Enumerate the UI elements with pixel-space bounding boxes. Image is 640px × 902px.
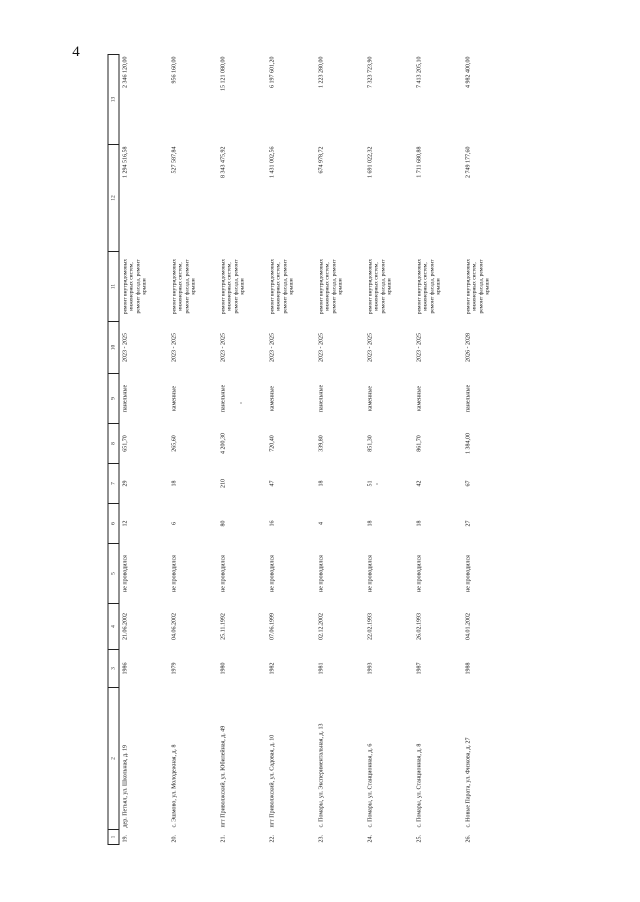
works-cell: ремонт внутридомовых инженерных систем, ремонт фасада, ремонт крыши [220, 258, 246, 315]
table-row [316, 55, 365, 845]
area-cell: 861,70 [416, 435, 423, 452]
table-row [414, 55, 463, 845]
address-cell: с. Эшмово, ул. Молодежная, д. 8 [171, 744, 178, 828]
col7-cell: 42 [416, 480, 423, 487]
col-header: 9 [108, 374, 119, 424]
page-number: 4 [72, 44, 80, 61]
col-header: 4 [108, 604, 119, 650]
table-row [218, 55, 267, 845]
row-number: 23. [318, 835, 325, 843]
col-header: 10 [108, 322, 119, 374]
cost-cell: 2 749 177,60 [465, 146, 472, 178]
date-cell: 04.06.2002 [171, 613, 178, 640]
status-cell: не проводился [122, 555, 129, 592]
address-cell: дер. Петьял, ул. Школьная, д. 19 [122, 744, 129, 828]
wall-cell: каменные [416, 385, 423, 412]
table-row [119, 55, 169, 845]
works-cell: ремонт внутридомовых инженерных систем, ремонт фасада, ремонт крыши [367, 258, 393, 315]
total-cell: 15 121 080,00 [220, 56, 227, 91]
status-cell: не проводился [171, 555, 178, 592]
address-cell: с. Помары, ул. Станционная, д. 6 [367, 743, 374, 828]
col7-cell: 29 [122, 480, 129, 487]
period-cell: 2026 - 2028 [465, 333, 472, 362]
year-cell: 1993 [367, 662, 374, 675]
status-cell: не проводился [367, 555, 374, 592]
year-cell: 1987 [416, 662, 423, 675]
works-cell: ремонт внутридомовых инженерных систем, ремонт фасада, ремонт крыши [122, 258, 148, 315]
works-cell: ремонт внутридомовых инженерных систем, ремонт фасада, ремонт крыши [318, 258, 344, 315]
area-cell: 265,60 [171, 435, 178, 452]
table-row [365, 55, 414, 845]
row-number: 20. [171, 835, 178, 843]
period-cell: 2023 - 2025 [122, 333, 129, 362]
date-cell: 07.06.1999 [269, 613, 276, 640]
wall-cell: каменные [269, 385, 276, 412]
year-cell: 1986 [122, 662, 129, 675]
cost-cell: 674 978,72 [318, 146, 325, 174]
total-cell: 2 346 120,00 [122, 56, 129, 88]
year-cell: 1982 [269, 662, 276, 675]
col-header: 12 [108, 145, 119, 252]
year-cell: 1979 [171, 662, 178, 675]
period-cell: 2023 - 2025 [269, 333, 276, 362]
cost-cell: 1 431 002,56 [269, 146, 276, 178]
wall-cell: панельные [220, 384, 227, 413]
col-header: 7 [108, 464, 119, 504]
col6-cell: 4 [318, 522, 325, 525]
works-cell: ремонт внутридомовых инженерных систем, ремонт фасада, ремонт крыши [171, 258, 197, 315]
col6-cell: 6 [171, 522, 178, 525]
column-number-row [108, 55, 119, 845]
row-number: 24. [367, 835, 374, 843]
wall-cell: панельные [122, 384, 129, 413]
area-cell: 339,80 [318, 435, 325, 452]
row-number: 25. [416, 835, 423, 843]
col6-cell: 18 [367, 520, 374, 527]
col6-cell: 18 [416, 520, 423, 527]
cost-cell: 1 294 516,58 [122, 146, 129, 178]
row-number: 21. [220, 835, 227, 843]
date-cell: 25.11.1992 [220, 613, 227, 640]
cost-cell: 1 691 022,32 [367, 146, 374, 178]
works-cell: ремонт внутридомовых инженерных систем, ремонт фасада, ремонт крыши [416, 258, 442, 315]
wall-cell: панельные [318, 384, 325, 413]
total-cell: 1 223 280,00 [318, 56, 325, 88]
wall-cell: каменные [171, 385, 178, 412]
wall-cell: панельные [465, 384, 472, 413]
status-cell: не проводился [416, 555, 423, 592]
area-cell: 1 384,00 [465, 433, 472, 454]
area-cell: 851,30 [367, 435, 374, 452]
col6-cell: 80 [220, 520, 227, 527]
period-cell: 2023 - 2025 [318, 333, 325, 362]
col6-cell: 16 [269, 520, 276, 527]
status-cell: не проводился [465, 555, 472, 592]
scan-artifact [240, 402, 242, 404]
col-header: 3 [108, 650, 119, 688]
col6-cell: 12 [122, 520, 129, 527]
row-number: 19. [122, 835, 129, 843]
address-cell: пгт Приволжский, ул. Садовая, д. 10 [269, 734, 276, 828]
col7-cell: 210 [220, 479, 227, 488]
date-cell: 02.12.2002 [318, 613, 325, 640]
rotated-table-wrapper [72, 44, 513, 845]
col-header: 1 [108, 830, 119, 845]
area-cell: 4 200,30 [220, 433, 227, 454]
table-row [463, 55, 512, 845]
col7-cell: 51 [367, 480, 374, 487]
col-header: 13 [108, 55, 119, 145]
scan-artifact [376, 483, 378, 485]
col-header: 5 [108, 544, 119, 604]
area-cell: 720,40 [269, 435, 276, 452]
col7-cell: 47 [269, 480, 276, 487]
period-cell: 2023 - 2025 [367, 333, 374, 362]
col7-cell: 18 [318, 480, 325, 487]
table-row [169, 55, 218, 845]
table-row [267, 55, 316, 845]
total-cell: 6 197 601,20 [269, 56, 276, 88]
date-cell: 21.06.2002 [122, 613, 129, 640]
row-number: 22. [269, 835, 276, 843]
year-cell: 1980 [220, 662, 227, 675]
row-number: 26. [465, 835, 472, 843]
address-cell: с. Новые Парата, ул. Физкова, д. 27 [465, 737, 472, 828]
col-header: 11 [108, 252, 119, 322]
cost-cell: 1 711 680,88 [416, 146, 423, 178]
total-cell: 4 982 400,00 [465, 56, 472, 88]
address-cell: пгт Приволжский, ул. Юбилейная, д. 49 [220, 725, 227, 828]
address-cell: с. Помары, ул. Экспериментальная, д. 13 [318, 723, 325, 828]
col-header: 2 [108, 688, 119, 830]
col-header: 8 [108, 424, 119, 464]
date-cell: 26.02.1993 [416, 613, 423, 640]
works-cell: ремонт внутридомовых инженерных систем, ремонт фасада, ремонт крыши [269, 258, 295, 315]
col6-cell: 27 [465, 520, 472, 527]
area-cell: 651,70 [122, 435, 129, 452]
year-cell: 1988 [465, 662, 472, 675]
period-cell: 2023 - 2025 [416, 333, 423, 362]
period-cell: 2023 - 2025 [171, 333, 178, 362]
address-cell: с. Помары, ул. Станционная, д. 8 [416, 743, 423, 828]
status-cell: не проводился [269, 555, 276, 592]
total-cell: 7 323 723,90 [367, 56, 374, 88]
total-cell: 7 413 205,10 [416, 56, 423, 88]
cost-cell: 527 587,84 [171, 146, 178, 174]
date-cell: 22.02.1993 [367, 613, 374, 640]
wall-cell: каменные [367, 385, 374, 412]
year-cell: 1981 [318, 662, 325, 675]
works-cell: ремонт внутридомовых инженерных систем, ремонт фасада, ремонт крыши [465, 258, 491, 315]
col7-cell: 18 [171, 480, 178, 487]
cost-cell: 8 343 475,92 [220, 146, 227, 178]
housing-repair-table [108, 54, 512, 845]
status-cell: не проводился [318, 555, 325, 592]
date-cell: 04.01.2002 [465, 613, 472, 640]
col-header: 6 [108, 504, 119, 544]
status-cell: не проводился [220, 555, 227, 592]
period-cell: 2023 - 2025 [220, 333, 227, 362]
col7-cell: 67 [465, 480, 472, 487]
total-cell: 956 160,00 [171, 56, 178, 84]
